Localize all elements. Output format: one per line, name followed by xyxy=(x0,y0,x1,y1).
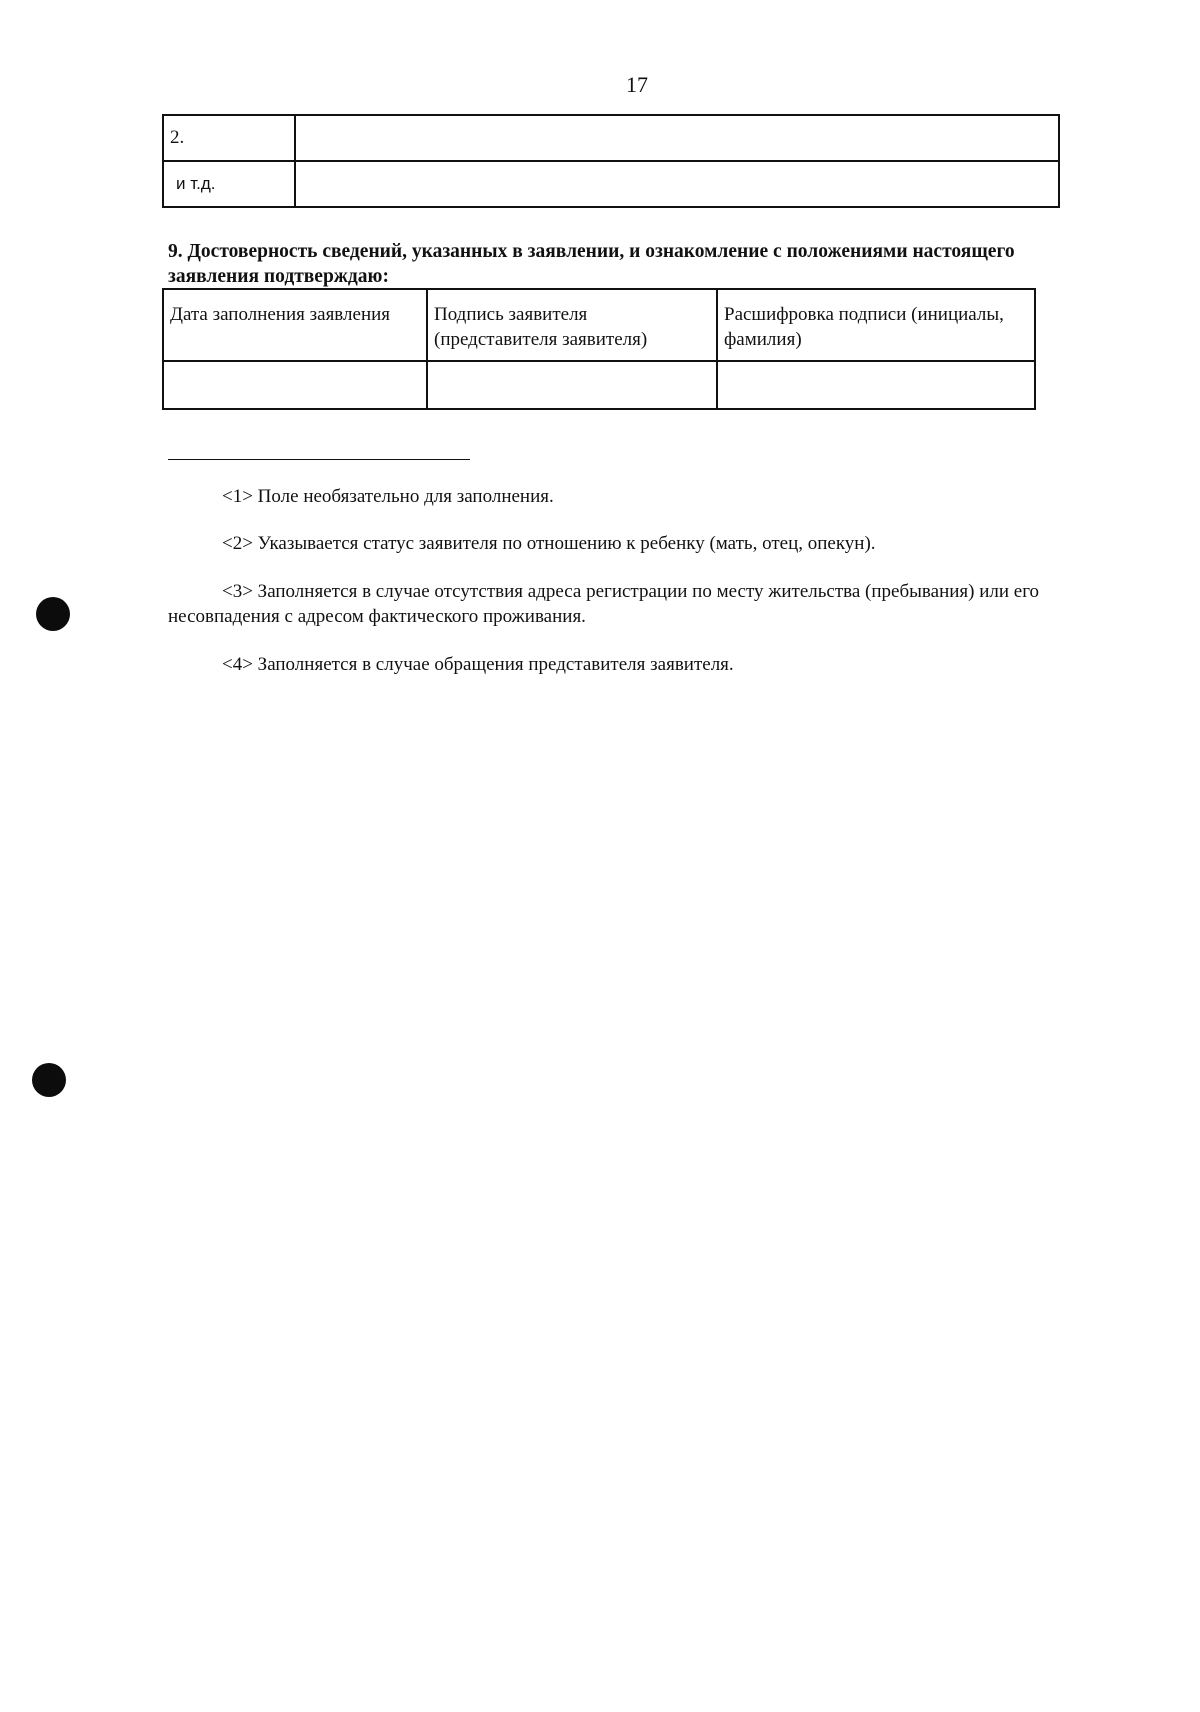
header-date: Дата заполнения заявления xyxy=(163,289,427,361)
footnote-separator xyxy=(168,459,470,460)
table-row xyxy=(163,361,1035,409)
footnote-2: <2> Указывается статус заявителя по отношению к ребенку (мать, отец, опекун). xyxy=(222,533,876,554)
table-row xyxy=(163,115,1059,161)
footnote-3: <3> Заполняется в случае отсутствия адреса регистрации по месту жительства (пребывания) или его несовпадения с адресом фактического проживания. xyxy=(168,581,1040,627)
confirmation-table xyxy=(162,288,1036,410)
row-number: и т.д. xyxy=(163,161,295,207)
table-row xyxy=(163,161,1059,207)
punch-hole-mark xyxy=(32,1063,66,1097)
header-signature-decoding: Расшифровка подписи (инициалы, фамилия) xyxy=(717,289,1035,361)
header-signature: Подпись заявителя (представителя заявителя) xyxy=(427,289,717,361)
signature-decoding-cell xyxy=(717,361,1035,409)
footnote-1: <1> Поле необязательно для заполнения. xyxy=(222,486,554,507)
table-header-row xyxy=(163,289,1035,361)
section-9-title: 9. Достоверность сведений, указанных в заявлении, и ознакомление с положениями настоящего заявления подтверждаю: xyxy=(168,241,1015,287)
row-content xyxy=(295,115,1059,161)
punch-hole-mark xyxy=(36,597,70,631)
list-table xyxy=(162,114,1060,208)
page-number: 17 xyxy=(626,72,648,97)
footnote-4: <4> Заполняется в случае обращения представителя заявителя. xyxy=(222,654,734,675)
row-number: 2. xyxy=(163,115,295,161)
date-cell xyxy=(163,361,427,409)
row-content xyxy=(295,161,1059,207)
signature-cell xyxy=(427,361,717,409)
